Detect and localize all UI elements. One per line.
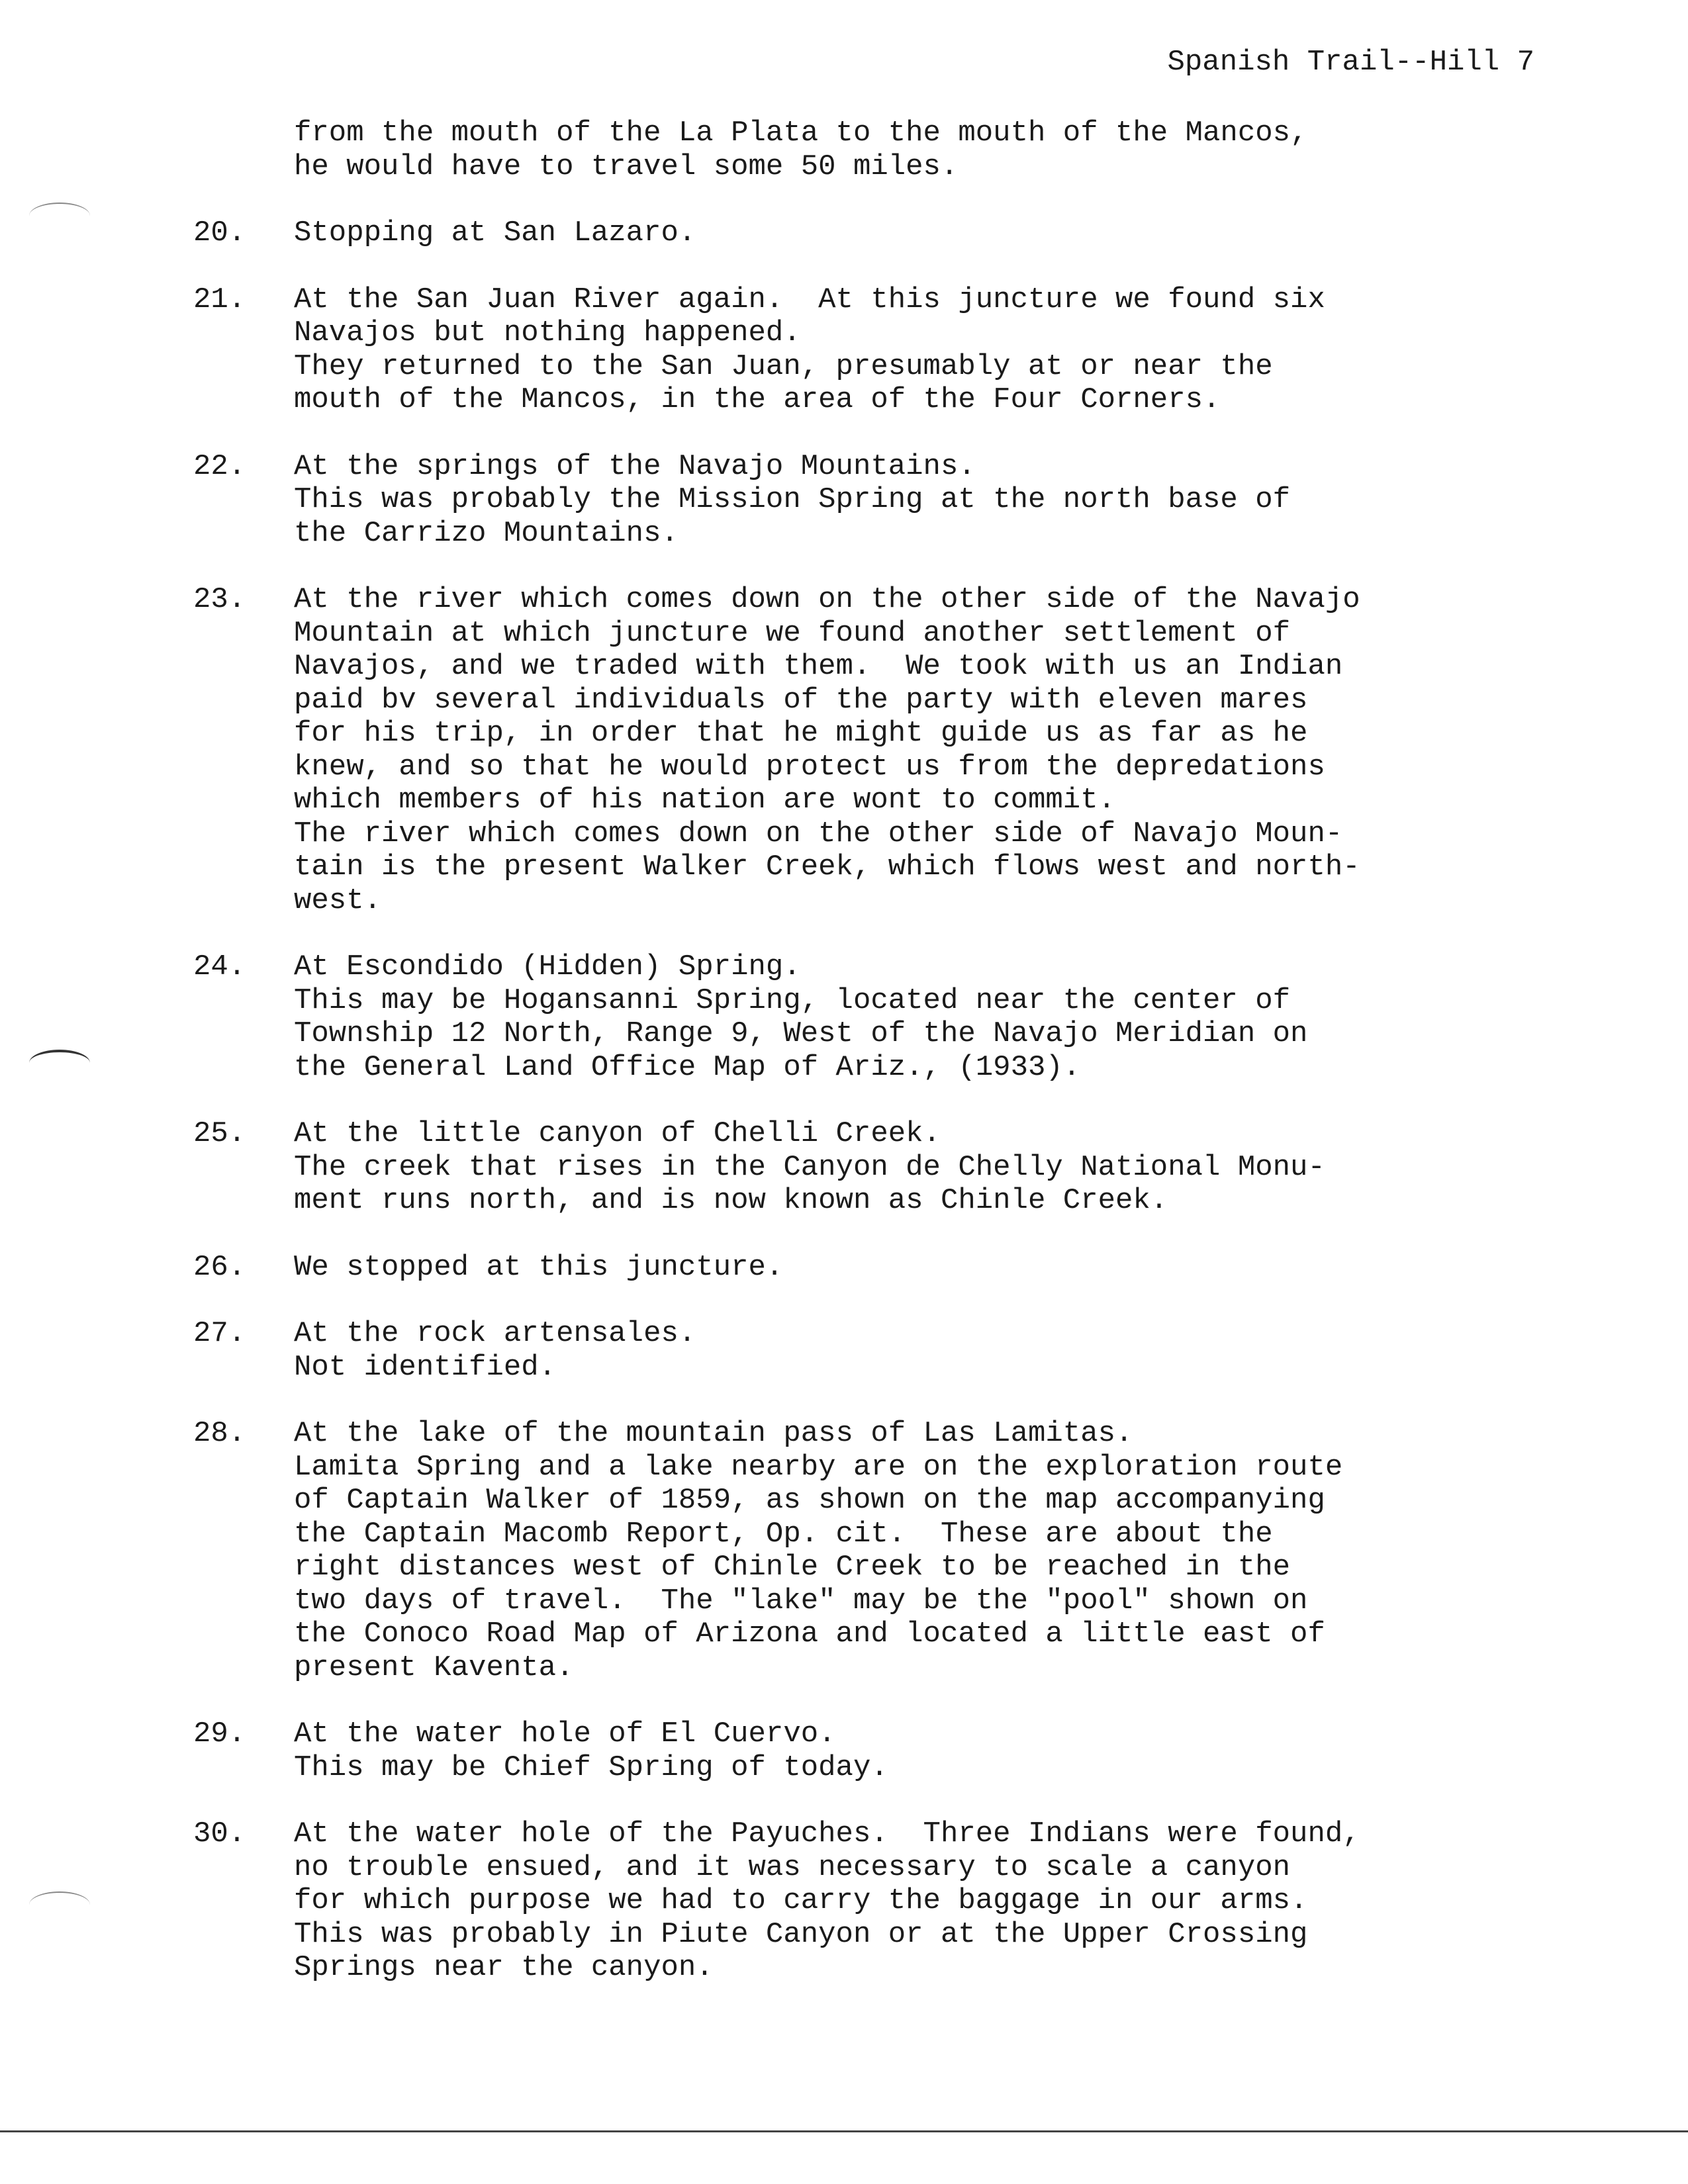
entry-text bbox=[294, 450, 1550, 551]
text-line: At the little canyon of Chelli Creek. bbox=[294, 1117, 941, 1150]
entry-text bbox=[294, 1117, 1550, 1218]
entry-text bbox=[294, 1317, 1550, 1384]
text-line: the General Land Office Map of Ariz., (1933). bbox=[294, 1050, 1081, 1084]
text-line: At the springs of the Navajo Mountains. bbox=[294, 449, 976, 483]
entry-text bbox=[294, 950, 1550, 1084]
text-line: present Kaventa. bbox=[294, 1651, 574, 1684]
entry-number: 23. bbox=[193, 583, 246, 616]
text-line: At the water hole of El Cuervo. bbox=[294, 1717, 836, 1751]
text-line: This was probably the Mission Spring at the north base of bbox=[294, 483, 1291, 516]
text-line: no trouble ensued, and it was necessary to scale a canyon bbox=[294, 1850, 1291, 1884]
text-line: paid bv several individuals of the party with eleven mares bbox=[294, 683, 1308, 717]
text-line: Stopping at San Lazaro. bbox=[294, 216, 696, 250]
text-line: he would have to travel some 50 miles. bbox=[294, 150, 959, 183]
text-line: which members of his nation are wont to commit. bbox=[294, 784, 1116, 817]
text-line: west. bbox=[294, 884, 382, 917]
text-line: tain is the present Walker Creek, which flows west and north- bbox=[294, 850, 1360, 884]
entry-number: 27. bbox=[193, 1317, 246, 1350]
text-line: This was probably in Piute Canyon or at the Upper Crossing bbox=[294, 1917, 1308, 1951]
entry-number: 26. bbox=[193, 1250, 246, 1284]
text-line: for which purpose we had to carry the baggage in our arms. bbox=[294, 1884, 1308, 1917]
entry-text bbox=[294, 1717, 1550, 1784]
text-line: of Captain Walker of 1859, as shown on the map accompanying bbox=[294, 1484, 1325, 1517]
text-line: Not identified. bbox=[294, 1350, 557, 1384]
text-line: At the lake of the mountain pass of Las Lamitas. bbox=[294, 1417, 1133, 1450]
entry-23 bbox=[193, 583, 1550, 917]
entry-text bbox=[294, 216, 1550, 250]
text-line: Mountain at which juncture we found another settlement of bbox=[294, 616, 1291, 650]
entry-25 bbox=[193, 1117, 1550, 1218]
entry-number: 24. bbox=[193, 950, 246, 983]
margin-mark-top bbox=[29, 203, 90, 229]
text-line: This may be Chief Spring of today. bbox=[294, 1751, 888, 1784]
text-line: At Escondido (Hidden) Spring. bbox=[294, 950, 801, 983]
entry-number: 28. bbox=[193, 1417, 246, 1450]
entry-number: 22. bbox=[193, 449, 246, 483]
entry-text bbox=[294, 1817, 1550, 1985]
entry-21 bbox=[193, 283, 1550, 417]
margin-mark-middle bbox=[29, 1050, 90, 1076]
text-line: Navajos, and we traded with them. We took with us an Indian bbox=[294, 650, 1343, 683]
entry-28 bbox=[193, 1417, 1550, 1684]
text-line: Township 12 North, Range 9, West of the Navajo Meridian on bbox=[294, 1017, 1308, 1050]
text-line: the Conoco Road Map of Arizona and located a little east of bbox=[294, 1617, 1325, 1651]
text-line: ment runs north, and is now known as Chinle Creek. bbox=[294, 1184, 1168, 1217]
text-line: right distances west of Chinle Creek to be reached in the bbox=[294, 1551, 1291, 1584]
entry-22 bbox=[193, 450, 1550, 551]
text-line: knew, and so that he would protect us from the depredations bbox=[294, 750, 1325, 784]
entry-number: 29. bbox=[193, 1717, 246, 1751]
text-line: At the water hole of the Payuches. Three Indians were found, bbox=[294, 1817, 1360, 1850]
text-line: the Captain Macomb Report, Op. cit. These are about the bbox=[294, 1517, 1273, 1551]
entry-29 bbox=[193, 1717, 1550, 1784]
entry-text bbox=[294, 1251, 1550, 1285]
text-line: from the mouth of the La Plata to the mouth of the Mancos, bbox=[294, 116, 1308, 150]
entry-20 bbox=[193, 216, 1550, 250]
text-line: This may be Hogansanni Spring, located near the center of bbox=[294, 983, 1291, 1017]
margin-mark-bottom bbox=[29, 1891, 90, 1918]
text-line: At the San Juan River again. At this juncture we found six bbox=[294, 283, 1325, 316]
entry-text bbox=[294, 1417, 1550, 1684]
text-line: the Carrizo Mountains. bbox=[294, 516, 679, 550]
text-line: They returned to the San Juan, presumably at or near the bbox=[294, 349, 1273, 383]
text-line: two days of travel. The "lake" may be the "pool" shown on bbox=[294, 1584, 1308, 1617]
entry-text bbox=[294, 283, 1550, 417]
entry-number: 20. bbox=[193, 216, 246, 250]
text-line: At the river which comes down on the other side of the Navajo bbox=[294, 583, 1360, 616]
entry-text bbox=[294, 583, 1550, 917]
text-line: mouth of the Mancos, in the area of the Four Corners. bbox=[294, 383, 1221, 416]
document-body bbox=[193, 116, 1550, 2018]
entry-number: 21. bbox=[193, 283, 246, 316]
page-header: Spanish Trail--Hill 7 bbox=[1167, 46, 1534, 79]
text-line: Springs near the canyon. bbox=[294, 1951, 714, 1984]
entry-26 bbox=[193, 1251, 1550, 1285]
text-line: Navajos but nothing happened. bbox=[294, 316, 801, 349]
continuation-paragraph bbox=[294, 116, 1550, 183]
entry-number: 30. bbox=[193, 1817, 246, 1850]
text-line: Lamita Spring and a lake nearby are on the exploration route bbox=[294, 1450, 1343, 1484]
text-line: We stopped at this juncture. bbox=[294, 1250, 784, 1284]
text-line: The river which comes down on the other side of Navajo Moun- bbox=[294, 817, 1343, 850]
bottom-rule bbox=[0, 2130, 1688, 2132]
text-line: The creek that rises in the Canyon de Chelly National Monu- bbox=[294, 1150, 1325, 1184]
entry-24 bbox=[193, 950, 1550, 1084]
entry-30 bbox=[193, 1817, 1550, 1985]
entry-27 bbox=[193, 1317, 1550, 1384]
text-line: for his trip, in order that he might guide us as far as he bbox=[294, 717, 1308, 750]
text-line: At the rock artensales. bbox=[294, 1317, 696, 1350]
entry-number: 25. bbox=[193, 1117, 246, 1150]
